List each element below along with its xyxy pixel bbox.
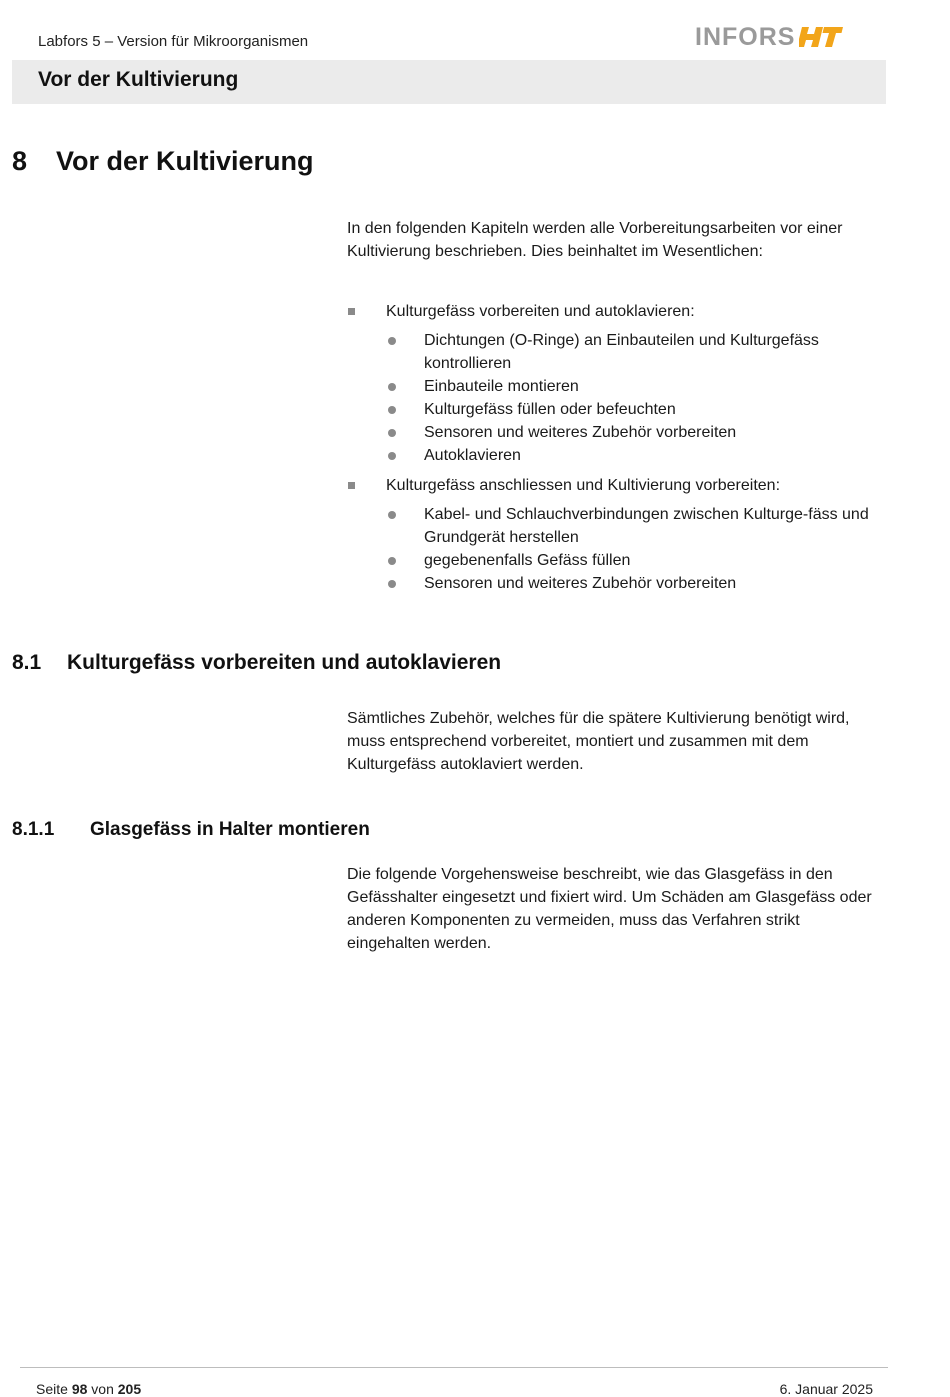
page-number: 98: [71, 1381, 88, 1397]
sub-list-item-text: Einbauteile montieren: [424, 378, 579, 395]
round-bullet-icon: [388, 557, 396, 565]
sub-list-item: [347, 421, 887, 444]
sub-list-item-text: Kabel- und Schlauchverbindungen zwischen Kulturge-fäss und Grundgerät herstellen: [424, 506, 869, 546]
chapter-intro: In den folgenden Kapiteln werden alle Vorbereitungsarbeiten vor einer Kultivierung beschrieben. Dies beinhaltet im Wesentlichen:: [347, 220, 843, 260]
round-bullet-icon: [388, 406, 396, 414]
sub-list-item-text: Dichtungen (O-Ringe) an Einbauteilen und Kulturgefäss kontrollieren: [424, 332, 819, 372]
sub-list-item: [347, 444, 887, 467]
sub-list: [347, 329, 887, 467]
sub-list-item-text: Autoklavieren: [424, 447, 521, 464]
section-number: 8.1: [12, 651, 42, 674]
sub-list-item-text: Sensoren und weiteres Zubehör vorbereiten: [424, 575, 737, 592]
list-group: [347, 474, 887, 595]
logo-wordmark: INFORS: [695, 22, 796, 51]
page-counter: [36, 1381, 141, 1397]
ht-logo-mark: [799, 25, 843, 49]
of-word: von: [91, 1381, 114, 1397]
subsection-number: 8.1.1: [12, 819, 55, 840]
page-total: 205: [117, 1381, 142, 1397]
sub-list-item: [347, 375, 887, 398]
square-bullet-icon: [348, 308, 355, 315]
sub-list-item-text: gegebenenfalls Gefäss füllen: [424, 552, 631, 569]
sub-list-item: [347, 503, 887, 549]
page-word: Seite: [36, 1381, 68, 1397]
sub-list-item: [347, 398, 887, 421]
subsection-text: Die folgende Vorgehensweise beschreibt, wie das Glasgefäss in den Gefässhalter eingesetzt und fixiert wird. Um Schäden am Glasgefäss oder anderen Komponenten zu vermeiden, muss das Verfahren strikt eingehalten werden.: [347, 866, 872, 952]
section-title: Kulturgefäss vorbereiten und autoklavieren: [67, 651, 502, 674]
list-item-label: Kulturgefäss vorbereiten und autoklavieren:: [386, 303, 695, 320]
section-header-title: Vor der Kultivierung: [38, 68, 239, 91]
sub-list-item: [347, 549, 887, 572]
round-bullet-icon: [388, 429, 396, 437]
round-bullet-icon: [388, 383, 396, 391]
sub-list-item: [347, 572, 887, 595]
square-bullet-icon: [348, 482, 355, 489]
round-bullet-icon: [388, 511, 396, 519]
sub-list: [347, 503, 887, 595]
list-item-label: Kulturgefäss anschliessen und Kultivierung vorbereiten:: [386, 477, 781, 494]
preparation-list: [347, 300, 887, 602]
chapter-heading: [12, 146, 314, 177]
subsection-heading: [12, 819, 370, 841]
list-item: [347, 474, 887, 497]
round-bullet-icon: [388, 580, 396, 588]
round-bullet-icon: [388, 452, 396, 460]
document-subtitle: Labfors 5 – Version für Mikroorganismen: [38, 33, 309, 50]
chapter-number: 8: [12, 146, 28, 176]
sub-list-item-text: Sensoren und weiteres Zubehör vorbereiten: [424, 424, 737, 441]
sub-list-item-text: Kulturgefäss füllen oder befeuchten: [424, 401, 676, 418]
list-group: [347, 300, 887, 467]
round-bullet-icon: [388, 337, 396, 345]
footer-date: 6. Januar 2025: [779, 1381, 873, 1397]
infors-ht-logo: [695, 22, 843, 52]
section-text: Sämtliches Zubehör, welches für die spätere Kultivierung benötigt wird, muss entsprechend vorbereitet, montiert und zusammen mit dem Kulturgefäss autoklaviert werden.: [347, 710, 850, 773]
footer-divider: [20, 1367, 888, 1368]
chapter-title: Vor der Kultivierung: [56, 146, 314, 176]
section-heading: [12, 651, 501, 675]
sub-list-item: [347, 329, 887, 375]
list-item: [347, 300, 887, 323]
subsection-title: Glasgefäss in Halter montieren: [90, 819, 370, 840]
